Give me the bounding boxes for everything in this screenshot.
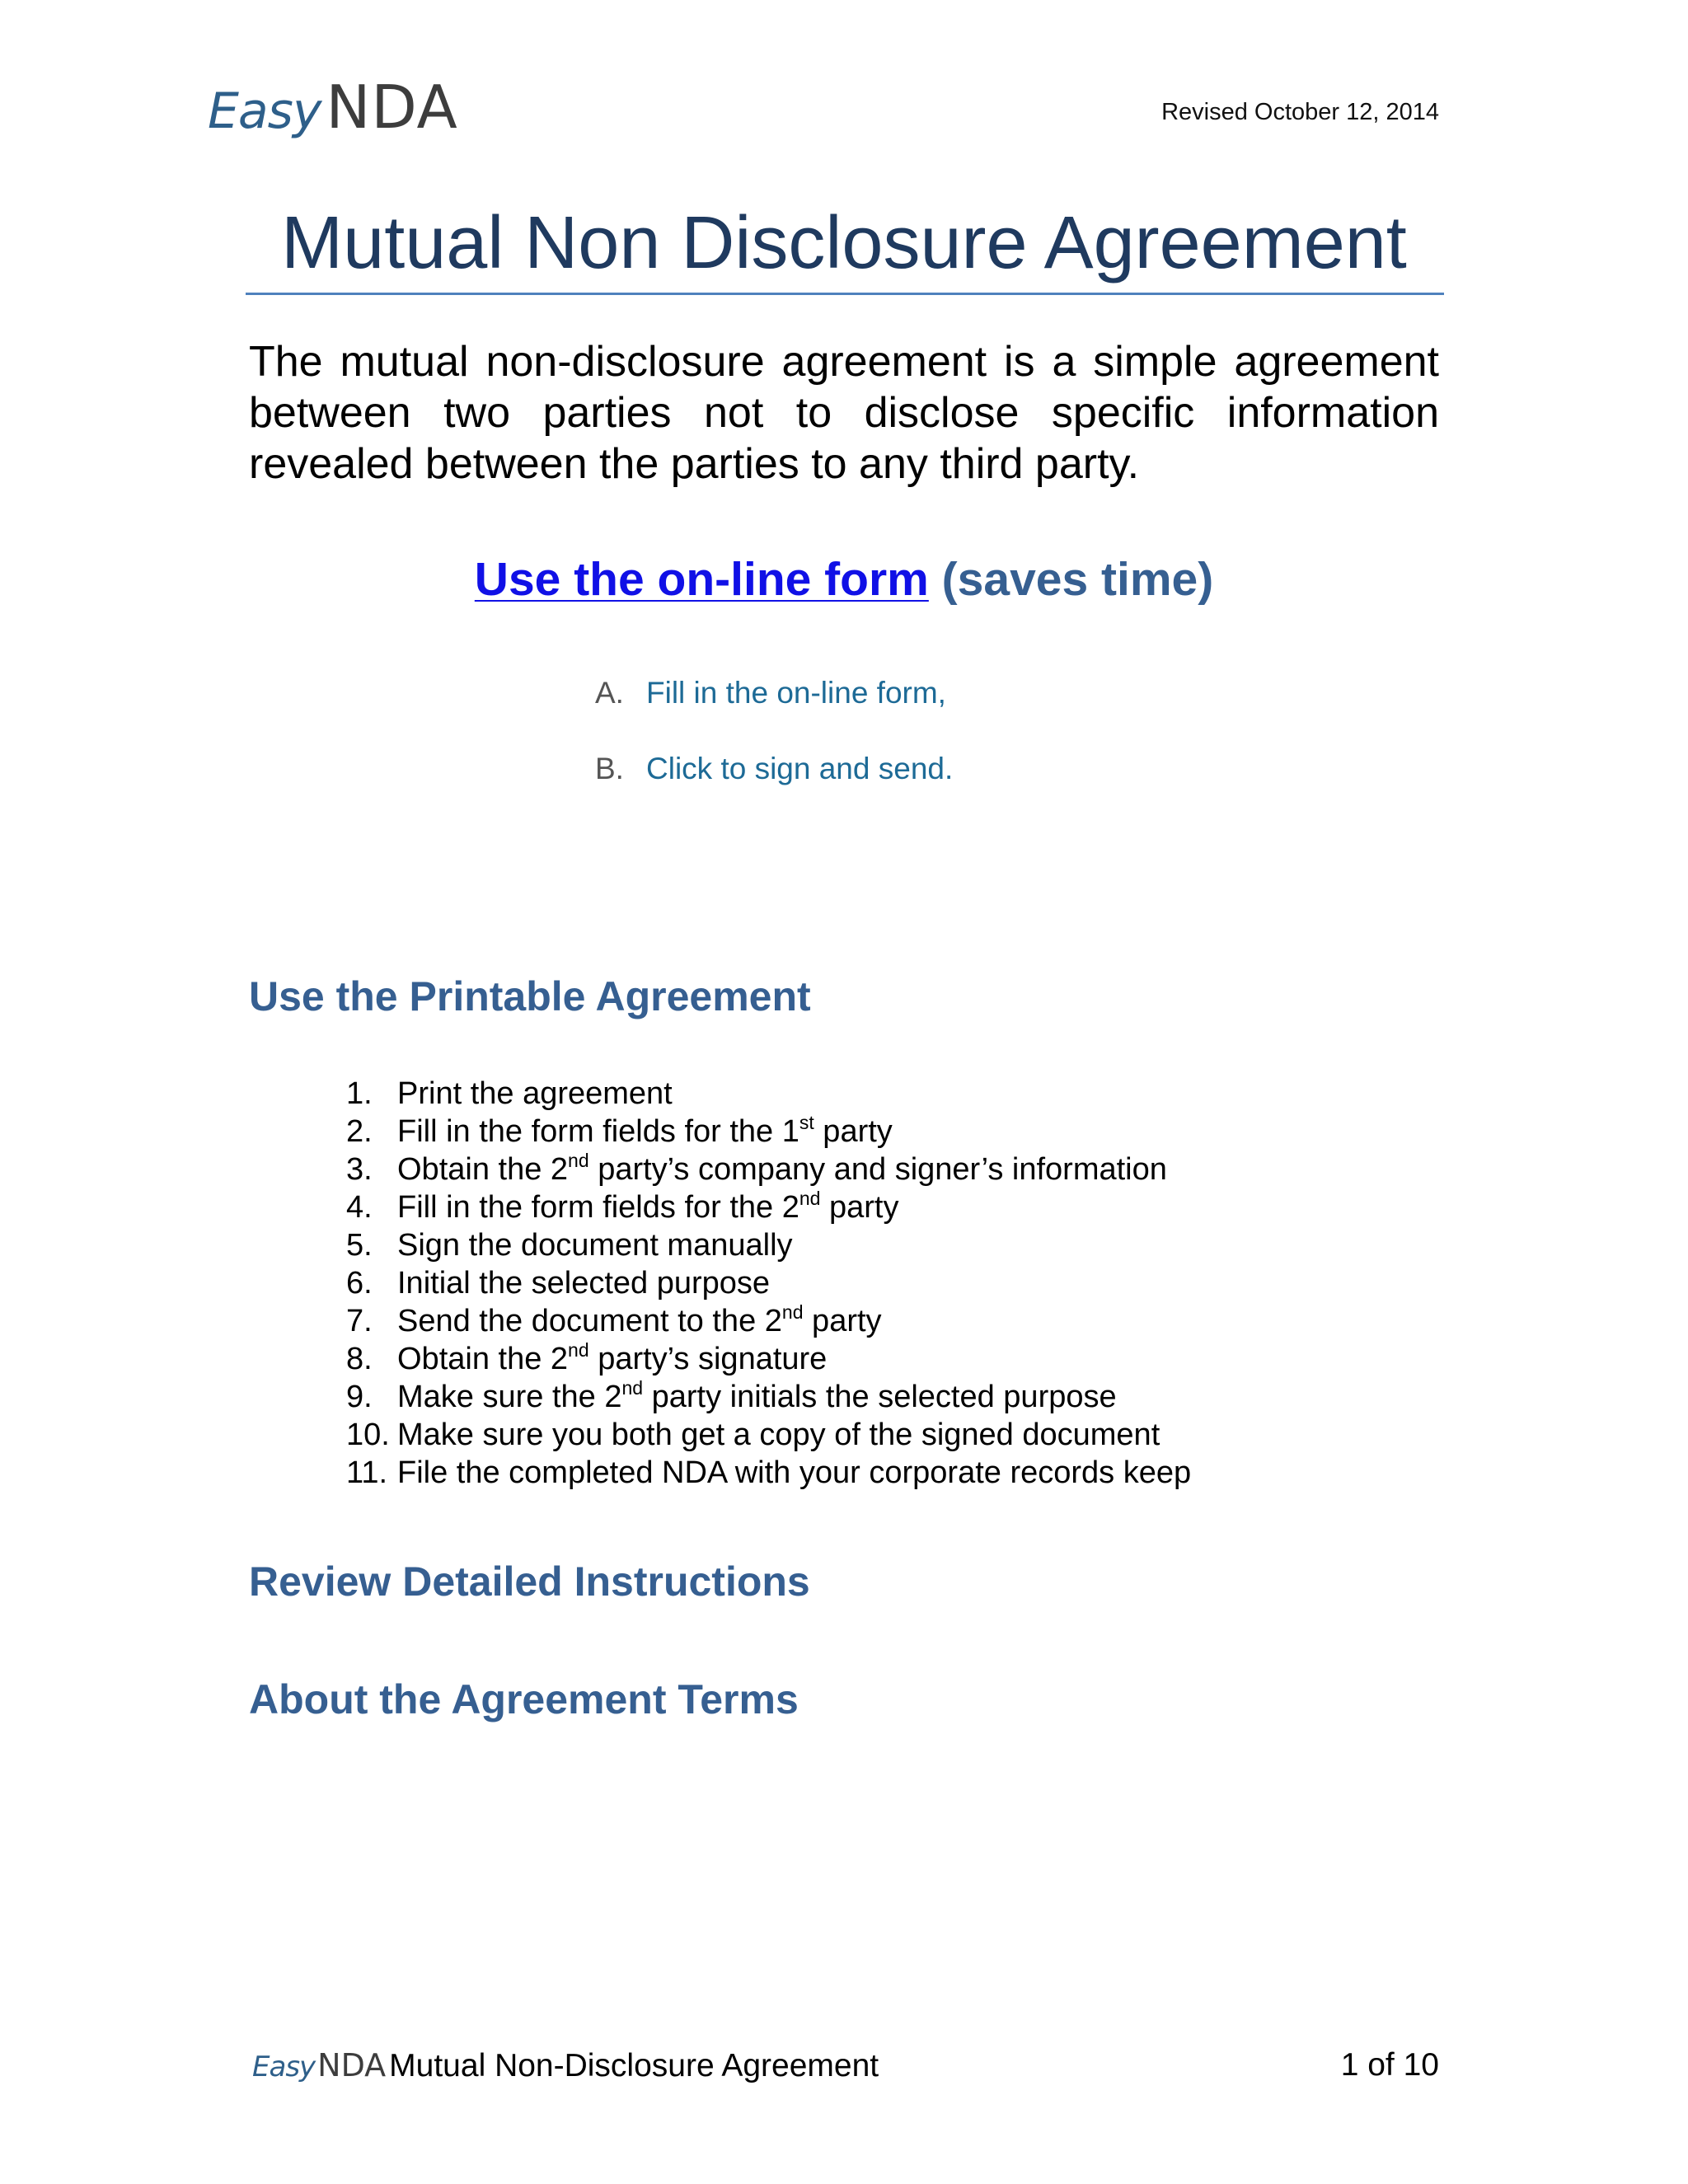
logo-easy-text: Easy xyxy=(208,82,321,140)
online-steps-list xyxy=(595,676,953,827)
step-number: 7. xyxy=(346,1304,373,1338)
agreement-terms-heading[interactable]: About the Agreement Terms xyxy=(249,1676,799,1722)
step-text: Obtain the 2nd party’s signature xyxy=(397,1339,828,1376)
step-number: 5. xyxy=(346,1228,373,1263)
online-step-text: Click to sign and send. xyxy=(646,752,954,785)
step-number: 2. xyxy=(346,1114,373,1149)
step-text: Sign the document manually xyxy=(397,1228,793,1263)
online-step-item xyxy=(595,752,953,827)
footer-logo-nda: NDA xyxy=(317,2047,387,2083)
step-number: 3. xyxy=(346,1152,373,1187)
printable-step-item xyxy=(346,1340,1191,1378)
step-text: Make sure the 2nd party initials the selected purpose xyxy=(397,1377,1117,1414)
printable-step-item xyxy=(346,1075,1191,1113)
revised-date: Revised October 12, 2014 xyxy=(1161,99,1439,125)
printable-step-item xyxy=(346,1416,1191,1454)
page-number: 1 of 10 xyxy=(1340,2047,1439,2083)
footer xyxy=(252,2047,879,2084)
step-text: Print the agreement xyxy=(397,1076,673,1111)
document-title: Mutual Non Disclosure Agreement xyxy=(281,202,1407,284)
title-underline-divider xyxy=(246,293,1444,295)
step-text: Send the document to the 2nd party xyxy=(397,1301,882,1338)
printable-step-item xyxy=(346,1226,1191,1264)
online-step-item xyxy=(595,676,953,752)
online-step-text: Fill in the on-line form, xyxy=(646,676,946,710)
step-number: 8. xyxy=(346,1342,373,1376)
printable-step-item xyxy=(346,1302,1191,1340)
step-text: Initial the selected purpose xyxy=(397,1266,771,1301)
step-number: 11. xyxy=(346,1455,388,1490)
printable-step-item xyxy=(346,1188,1191,1226)
easynda-logo xyxy=(208,73,458,147)
printable-steps-list xyxy=(346,1075,1191,1492)
step-number: 9. xyxy=(346,1380,373,1414)
step-text: Obtain the 2nd party’s company and signer’s information xyxy=(397,1150,1167,1187)
step-number: 1. xyxy=(346,1076,373,1111)
step-text: Make sure you both get a copy of the signed document xyxy=(397,1418,1160,1452)
printable-step-item xyxy=(346,1454,1191,1492)
step-number: 10. xyxy=(346,1418,390,1452)
step-text: File the completed NDA with your corporate records keep xyxy=(397,1455,1192,1490)
intro-paragraph: The mutual non-disclosure agreement is a simple agreement between two parties not to disclose specific information revealed between the parties to any third party. xyxy=(249,338,1439,488)
printable-step-item xyxy=(346,1113,1191,1151)
printable-step-item xyxy=(346,1378,1191,1416)
footer-title: Mutual Non-Disclosure Agreement xyxy=(389,2048,879,2083)
online-form-heading xyxy=(246,552,1442,607)
online-step-marker: A. xyxy=(595,676,624,710)
step-text: Fill in the form fields for the 2nd party xyxy=(397,1188,899,1225)
printable-step-item xyxy=(346,1151,1191,1188)
printable-step-item xyxy=(346,1264,1191,1302)
step-number: 4. xyxy=(346,1190,373,1225)
footer-logo-easy: Easy xyxy=(252,2050,316,2083)
online-form-link[interactable]: Use the on-line form xyxy=(474,553,929,606)
step-number: 6. xyxy=(346,1266,373,1301)
online-form-suffix: (saves time) xyxy=(928,553,1214,606)
step-text: Fill in the form fields for the 1st party xyxy=(397,1112,893,1149)
online-step-marker: B. xyxy=(595,752,624,785)
logo-nda-text: NDA xyxy=(326,73,458,142)
review-instructions-heading[interactable]: Review Detailed Instructions xyxy=(249,1558,810,1605)
printable-agreement-heading: Use the Printable Agreement xyxy=(249,973,811,1019)
